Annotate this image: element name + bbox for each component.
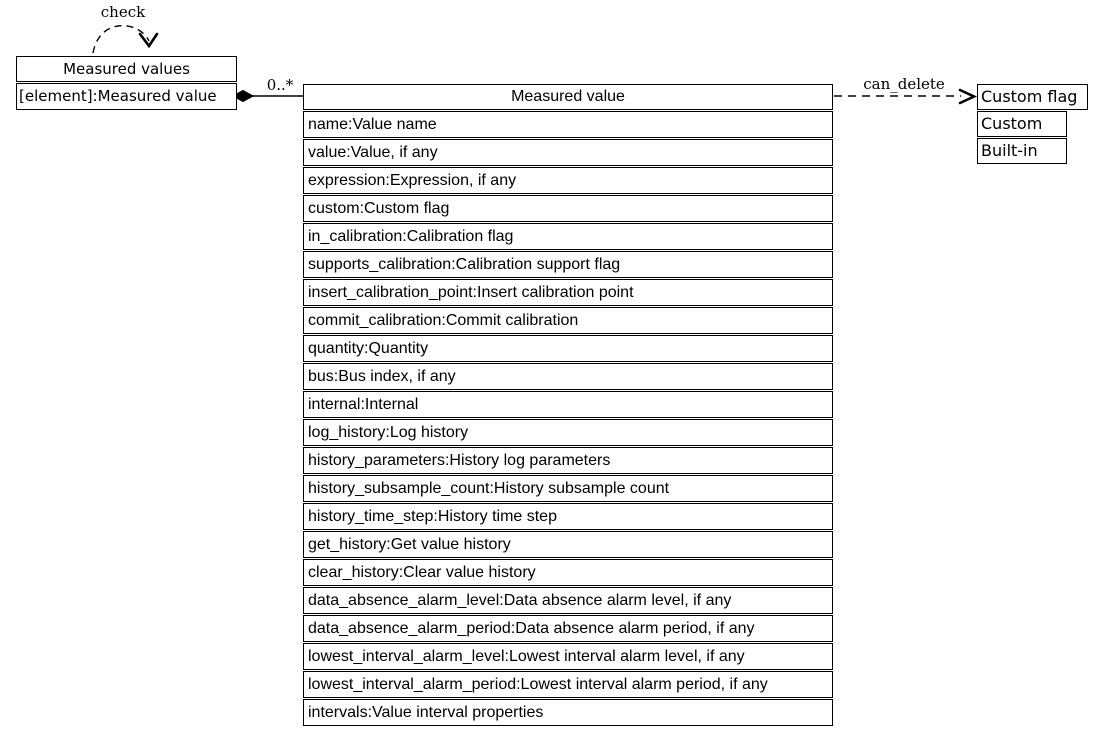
measured-value-title: Measured value [303, 84, 833, 110]
measured-value-row-history-parameters: history_parameters:History log parameters [303, 447, 833, 474]
measured-value-row-history-time-step: history_time_step:History time step [303, 503, 833, 530]
measured-value-row-lowest-interval-alarm-period: lowest_interval_alarm_period:Lowest interval alarm period, if any [303, 671, 833, 698]
measured-value-row-history-subsample-count: history_subsample_count:History subsample count [303, 475, 833, 502]
can-delete-vee-arrowhead-icon [960, 90, 974, 103]
custom-flag-node [977, 84, 1088, 164]
measured-values-title: Measured values [16, 56, 237, 82]
check-self-edge [93, 26, 157, 53]
measured-value-row-intervals: intervals:Value interval properties [303, 699, 833, 726]
measured-value-row-commit-calibration: commit_calibration:Commit calibration [303, 307, 833, 334]
measured-value-row-data-absence-alarm-level: data_absence_alarm_level:Data absence alarm level, if any [303, 587, 833, 614]
custom-flag-title: Custom flag [977, 84, 1088, 110]
custom-flag-row-custom: Custom [977, 111, 1067, 137]
measured-value-row-expression: expression:Expression, if any [303, 167, 833, 194]
multiplicity-label: 0..* [266, 76, 294, 94]
measured-value-row-clear-history: clear_history:Clear value history [303, 559, 833, 586]
measured-value-row-in-calibration: in_calibration:Calibration flag [303, 223, 833, 250]
measured-values-row-element: [element]:Measured value [16, 83, 237, 110]
check-edge-label: check [100, 3, 146, 21]
measured-value-row-custom: custom:Custom flag [303, 195, 833, 222]
custom-flag-row-built-in: Built-in [977, 138, 1067, 164]
measured-value-row-data-absence-alarm-period: data_absence_alarm_period:Data absence alarm period, if any [303, 615, 833, 642]
measured-value-row-quantity: quantity:Quantity [303, 335, 833, 362]
measured-value-row-get-history: get_history:Get value history [303, 531, 833, 558]
can-delete-edge-label: can_delete [863, 75, 945, 93]
measured-value-row-value: value:Value, if any [303, 139, 833, 166]
measured-values-node [16, 56, 237, 110]
measured-value-row-insert-calibration-point: insert_calibration_point:Insert calibration point [303, 279, 833, 306]
check-edge-line [93, 26, 149, 53]
measured-value-row-internal: internal:Internal [303, 391, 833, 418]
measured-value-node [303, 84, 833, 726]
measured-value-row-bus: bus:Bus index, if any [303, 363, 833, 390]
measured-value-row-supports-calibration: supports_calibration:Calibration support flag [303, 251, 833, 278]
measured-value-row-lowest-interval-alarm-level: lowest_interval_alarm_level:Lowest interval alarm level, if any [303, 643, 833, 670]
measured-value-row-log-history: log_history:Log history [303, 419, 833, 446]
measured-value-row-name: name:Value name [303, 111, 833, 138]
